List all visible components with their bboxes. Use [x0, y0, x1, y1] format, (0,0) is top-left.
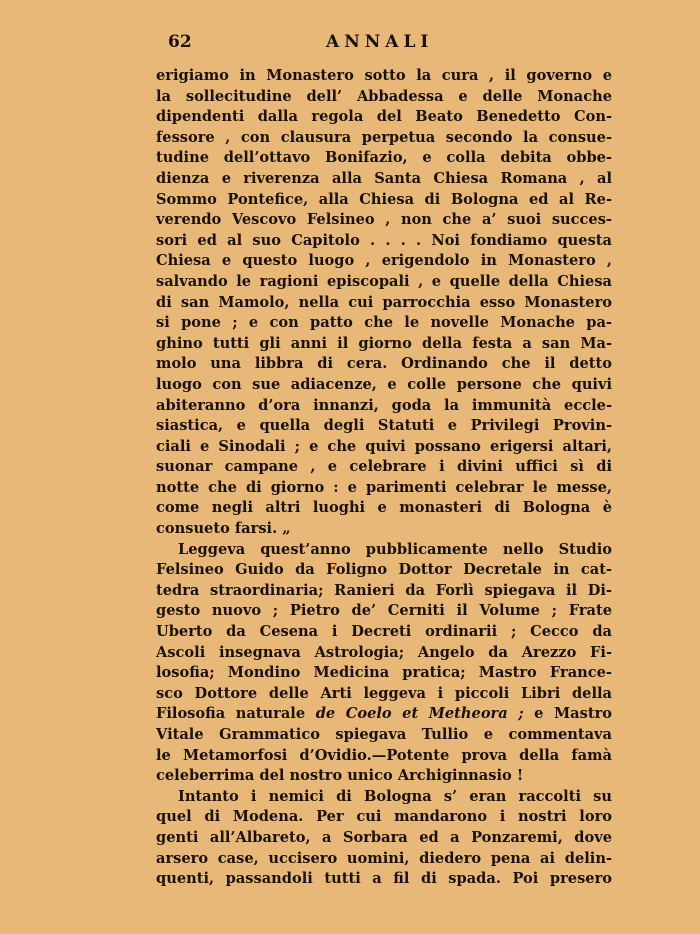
text-line: Ascoli insegnava Astrologia; Angelo da Arezzo Fi- — [156, 643, 612, 661]
text-line: molo una libbra di cera. Ordinando che il detto — [156, 355, 612, 373]
text-line: la sollecitudine dell’ Abbadessa e delle Monache — [156, 87, 612, 105]
text-line: dienza e riverenza alla Santa Chiesa Romana , al — [156, 169, 612, 187]
text-line: dipendenti dalla regola del Beato Benedetto Con- — [156, 108, 612, 126]
page-number: 62 — [168, 32, 192, 52]
text-line: Uberto da Cesena i Decreti ordinarii ; Cecco da — [156, 623, 612, 641]
text-line: luogo con sue adiacenze, e colle persone che quivi — [156, 375, 612, 393]
text-line: arsero case, uccisero uomini, diedero pena ai delin- — [156, 849, 612, 867]
text-line: di san Mamolo, nella cui parrocchia esso Monastero — [156, 293, 612, 311]
page-header — [0, 32, 700, 58]
paragraph — [156, 540, 612, 787]
text-line: tudine dell’ottavo Bonifazio, e colla debita obbe- — [156, 149, 612, 167]
text-line: erigiamo in Monastero sotto la cura , il governo e — [156, 67, 612, 84]
text-segment: Filosofia naturale — [156, 705, 306, 723]
text-line: consueto farsi. „ — [156, 520, 291, 538]
text-line: si pone ; e con patto che le novelle Monache pa- — [156, 314, 612, 332]
text-line: ciali e Sinodali ; e che quivi possano erigersi altari, — [156, 437, 612, 455]
text-line: abiteranno d’ora innanzi, goda la immunità eccle- — [156, 396, 612, 414]
text-line: suonar campane , e celebrare i divini uffici sì di — [156, 458, 612, 476]
text-line: notte che di giorno : e parimenti celebrar le messe, — [156, 478, 612, 496]
italic-phrase: de Coelo et Metheora ; — [315, 705, 524, 723]
paragraph — [156, 66, 612, 540]
text-line-mixed — [156, 704, 612, 725]
paragraph — [156, 787, 612, 890]
text-line: sori ed al suo Capitolo . . . . Noi fondiamo questa — [156, 231, 612, 249]
text-line: le Metamorfosi d’Ovidio.—Potente prova della famà — [156, 746, 612, 764]
text-line: Sommo Pontefice, alla Chiesa di Bologna ed al Re- — [156, 190, 612, 208]
text-line: sco Dottore delle Arti leggeva i piccoli Libri della — [156, 684, 612, 702]
text-line: salvando le ragioni episcopali , e quelle della Chiesa — [156, 272, 612, 290]
text-line: genti all’Albareto, a Sorbara ed a Ponzaremi, dove — [156, 828, 612, 846]
text-line: Vitale Grammatico spiegava Tullio e commentava — [156, 726, 612, 743]
text-line: celeberrima del nostro unico Archiginnasio ! — [156, 767, 524, 785]
text-line: fessore , con clausura perpetua secondo la consue- — [156, 128, 612, 146]
text-line: tedra straordinaria; Ranieri da Forlì spiegava il Di- — [156, 581, 612, 599]
text-line: Leggeva quest’anno pubblicamente nello Studio — [178, 540, 612, 558]
text-line: ghino tutti gli anni il giorno della festa a san Ma- — [156, 334, 612, 352]
running-head: ANNALI — [326, 32, 434, 52]
text-line: come negli altri luoghi e monasteri di Bologna è — [156, 499, 612, 517]
text-line: gesto nuovo ; Pietro de’ Cerniti il Volume ; Frate — [156, 602, 612, 620]
page-body — [156, 66, 612, 890]
text-line: verendo Vescovo Felsineo , non che a’ suoi succes- — [156, 211, 612, 229]
text-line: siastica, e quella degli Statuti e Privilegi Provin- — [156, 417, 612, 435]
text-line: Intanto i nemici di Bologna s’ eran raccolti su — [178, 787, 612, 805]
text-line: Chiesa e questo luogo , erigendolo in Monastero , — [156, 252, 612, 270]
text-line: quel di Modena. Per cui mandarono i nostri loro — [156, 808, 612, 826]
text-line: Felsineo Guido da Foligno Dottor Decretale in cat- — [156, 561, 612, 579]
text-line: quenti, passandoli tutti a fil di spada. Poi presero — [156, 870, 612, 888]
text-line: losofia; Mondino Medicina pratica; Mastro France- — [156, 664, 612, 682]
text-segment: e Mastro — [523, 705, 613, 723]
